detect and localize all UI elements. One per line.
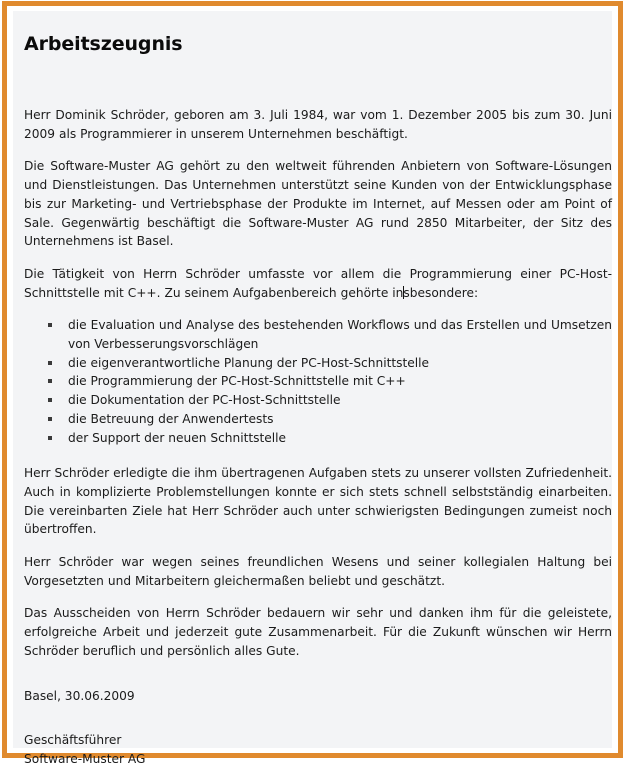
duties-list xyxy=(24,316,612,447)
paragraph-employment-period: Herr Dominik Schröder, geboren am 3. Juli 1984, war vom 1. Dezember 2005 bis zum 30. Juni 2009 als Programmierer in unserem Unternehmen beschäftigt. xyxy=(24,108,612,141)
spacer xyxy=(24,661,612,687)
bullet-square-icon xyxy=(48,417,52,421)
list-item-label: die Evaluation und Analyse des bestehenden Workflows und das Erstellen und Umsetzen von Verbesserungsvorschlägen xyxy=(68,318,612,352)
duties-intro-text-before-caret: Die Tätigkeit von Herrn Schröder umfasste vor allem die Programmierung einer PC-Host-Schnittstelle mit C++. Zu seinem Aufgabenbereich gehörte in xyxy=(24,266,612,300)
bullet-square-icon xyxy=(48,361,52,365)
spacer xyxy=(24,447,612,464)
bullet-square-icon xyxy=(48,379,52,383)
document-text-flow[interactable] xyxy=(24,106,612,769)
bullet-square-icon xyxy=(48,323,52,327)
list-item-label: die Programmierung der PC-Host-Schnittstelle mit C++ xyxy=(68,374,406,389)
document-page xyxy=(13,11,612,766)
page-title: Arbeitszeugnis xyxy=(24,33,183,55)
list-item-label: die eigenverantwortliche Planung der PC-Host-Schnittstelle xyxy=(68,355,430,370)
paragraph-company-profile: Die Software-Muster AG gehört zu den weltweit führenden Anbietern von Software-Lösungen und Dienstleistungen. Das Unternehmen unterstützt seine Kunden von der Entwicklungsphase bis zur Marketing- und Vertriebsphase der Produkte im Internet, auf Messen oder am Point of Sale. Gegenwärtig beschäftigt die Software-Muster AG rund 2850 Mitarbeiter, der Sitz des Unternehmens ist Basel. xyxy=(24,159,612,249)
duties-intro-text-after-caret: sbesondere: xyxy=(403,285,479,300)
bullet-square-icon xyxy=(48,436,52,440)
signature-role: Geschäftsführer xyxy=(24,733,122,748)
list-item xyxy=(24,429,612,448)
paragraph-departure-thanks: Das Ausscheiden von Herrn Schröder bedauern wir sehr und danken ihm für die geleistete, erfolgreiche Arbeit und jederzeit gute Zusammenarbeit. Für die Zukunft wünschen wir Herrn Schröder beruflich und persönlich alles Gute. xyxy=(24,606,612,658)
list-item-label: der Support der neuen Schnittstelle xyxy=(68,430,287,445)
list-item xyxy=(24,354,612,373)
place-and-date: Basel, 30.06.2009 xyxy=(24,688,135,703)
list-item xyxy=(24,391,612,410)
list-item xyxy=(24,410,612,429)
list-item xyxy=(24,372,612,391)
document-frame xyxy=(2,1,623,766)
list-item xyxy=(24,316,612,353)
paragraph-social-conduct: Herr Schröder war wegen seines freundlichen Wesens und seiner kollegialen Haltung bei Vorgesetzten und Mitarbeitern gleichermaßen beliebt und geschätzt. xyxy=(24,555,612,588)
paragraph-performance-appraisal: Herr Schröder erledigte die ihm übertragenen Aufgaben stets zu unserer vollsten Zufriedenheit. Auch in komplizierte Problemstellungen konnte er sich stets schnell selbstständig einarbeiten. Die vereinbarten Ziele hat Herr Schröder auch unter schwierigsten Bedingungen zumeist noch übertroffen. xyxy=(24,466,612,537)
spacer xyxy=(24,705,612,731)
bullet-square-icon xyxy=(48,398,52,402)
paragraph-duties-intro xyxy=(24,265,612,302)
list-item-label: die Dokumentation der PC-Host-Schnittstelle xyxy=(68,393,341,408)
signature-company: Software-Muster AG xyxy=(24,751,146,766)
list-item-label: die Betreuung der Anwendertests xyxy=(68,411,274,426)
